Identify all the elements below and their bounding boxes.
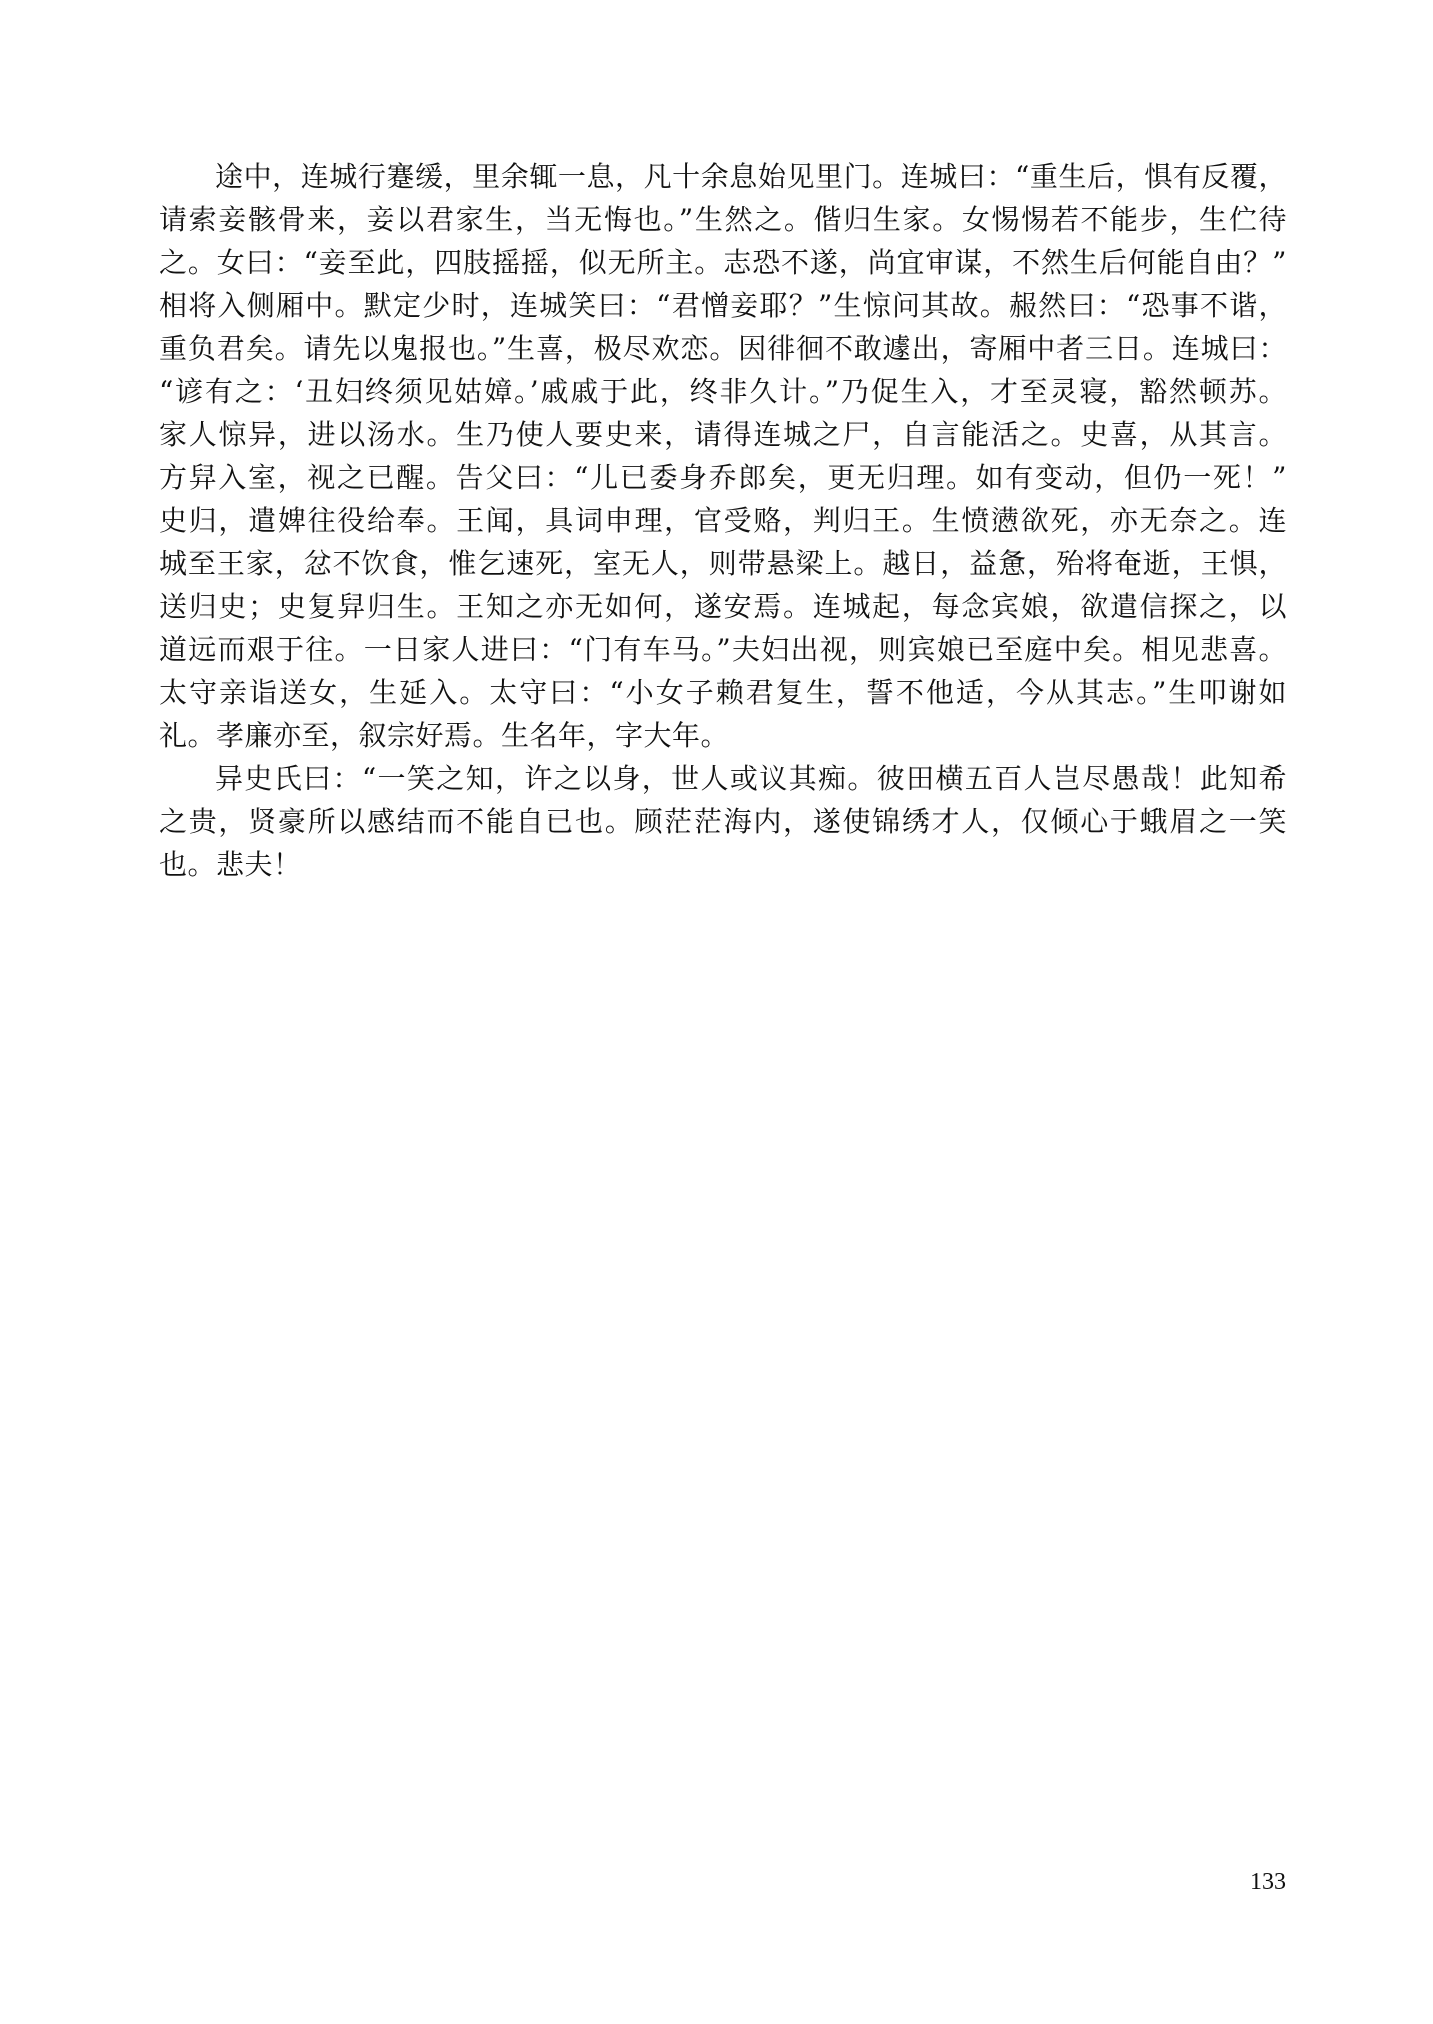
text-line: 送归史；史复舁归生。王知之亦无如何，遂安焉。连城起，每念宾娘，欲遣信探之，以: [159, 590, 1287, 623]
text-line: 太守亲诣送女，生延入。太守曰：“小女子赖君复生，誓不他适，今从其志。”生叩谢如: [159, 676, 1287, 709]
paragraph-2: [159, 757, 1287, 886]
text-line: “谚有之：‘丑妇终须见姑嫜。’戚戚于此，终非久计。”乃促生入，才至灵寝，豁然顿苏。: [159, 375, 1287, 408]
body-text: [159, 155, 1287, 886]
text-line: 途中，连城行蹇缓，里余辄一息，凡十余息始见里门。连城曰：“重生后，惧有反覆，: [215, 160, 1287, 193]
page-number: 133: [1250, 1869, 1286, 1895]
text-line: 史归，遣婢往役给奉。王闻，具词申理，官受赂，判归王。生愤懑欲死，亦无奈之。连: [159, 504, 1287, 537]
text-line: 之。女曰：“妾至此，四肢摇摇，似无所主。志恐不遂，尚宜审谋，不然生后何能自由？”: [159, 246, 1287, 279]
text-line: 道远而艰于往。一日家人进曰：“门有车马。”夫妇出视，则宾娘已至庭中矣。相见悲喜。: [159, 633, 1287, 666]
text-line: 异史氏曰：“一笑之知，许之以身，世人或议其痴。彼田横五百人岂尽愚哉！此知希: [215, 762, 1287, 795]
text-line: 礼。孝廉亦至，叙宗好焉。生名年，字大年。: [159, 719, 730, 752]
text-line: 方舁入室，视之已醒。告父曰：“儿已委身乔郎矣，更无归理。如有变动，但仍一死！”: [159, 461, 1287, 494]
text-line: 家人惊异，进以汤水。生乃使人要史来，请得连城之尸，自言能活之。史喜，从其言。: [159, 418, 1287, 451]
text-line: 相将入侧厢中。默定少时，连城笑曰：“君憎妾耶？”生惊问其故。赧然曰：“恐事不谐，: [159, 289, 1287, 322]
text-line: 城至王家，忿不饮食，惟乞速死，室无人，则带悬梁上。越日，益惫，殆将奄逝，王惧，: [159, 547, 1287, 580]
text-line: 也。悲夫！: [159, 848, 302, 881]
text-line: 重负君矣。请先以鬼报也。”生喜，极尽欢恋。因徘徊不敢遽出，寄厢中者三日。连城曰：: [159, 332, 1287, 365]
paragraph-1: [159, 155, 1287, 757]
text-line: 请索妾骸骨来，妾以君家生，当无悔也。”生然之。偕归生家。女惕惕若不能步，生伫待: [159, 203, 1287, 236]
text-line: 之贵，贤豪所以感结而不能自已也。顾茫茫海内，遂使锦绣才人，仅倾心于蛾眉之一笑: [159, 805, 1287, 838]
